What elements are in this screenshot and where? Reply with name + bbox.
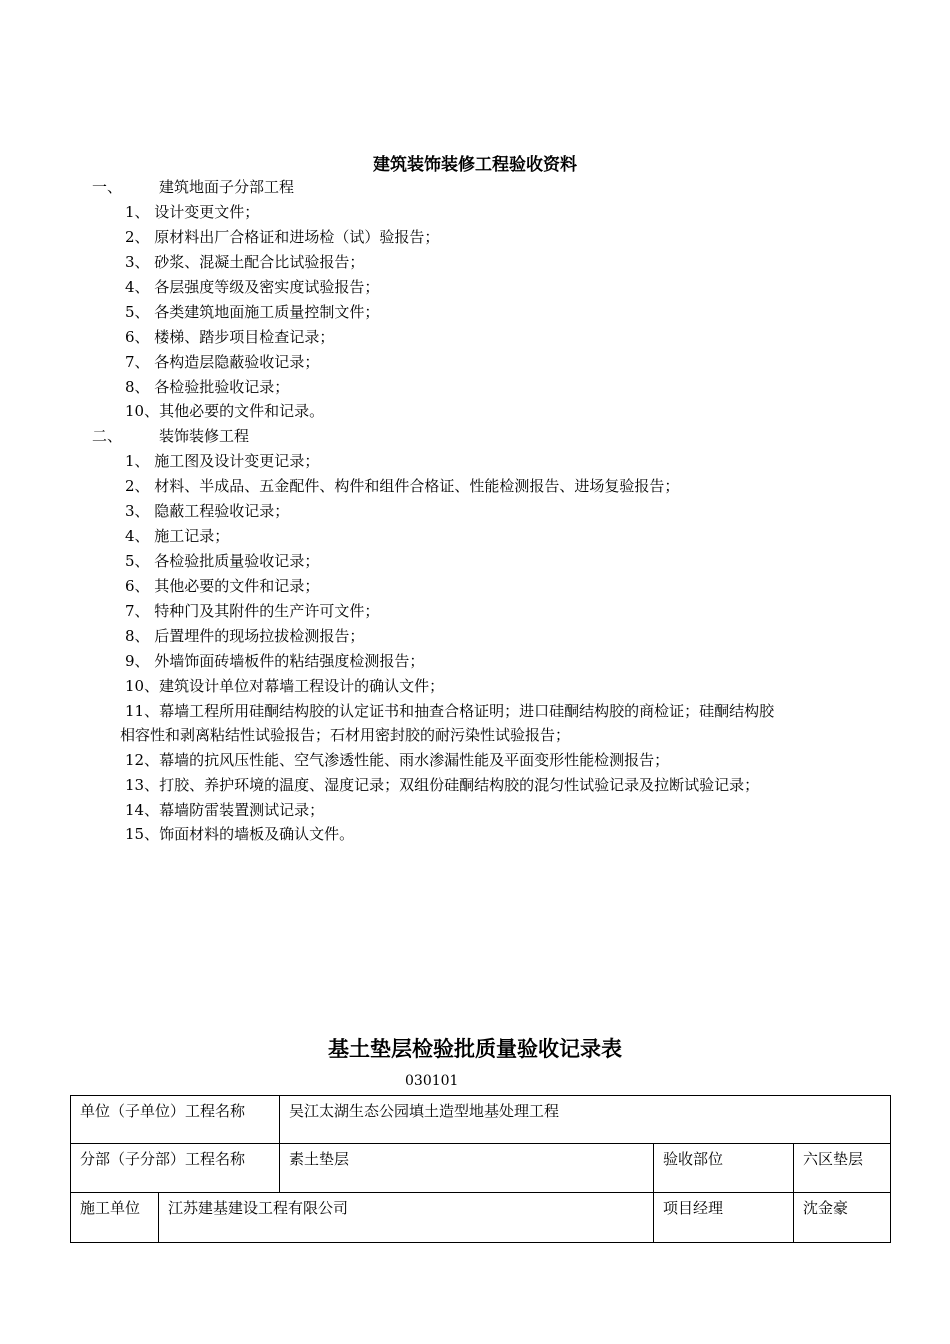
list-item: 1、 施工图及设计变更记录； <box>125 452 320 470</box>
inspection-part-value: 六区垫层 <box>794 1144 891 1193</box>
list-item: 4、 施工记录； <box>125 527 230 545</box>
list-item: 12、幕墙的抗风压性能、空气渗透性能、雨水渗漏性能及平面变形性能检测报告； <box>125 751 670 769</box>
list-item: 14、幕墙防雷装置测试记录； <box>125 801 325 819</box>
form-code: 030101 <box>405 1073 459 1089</box>
list-item: 11、幕墙工程所用硅酮结构胶的认定证书和抽查合格证明；进口硅酮结构胶的商检证；硅酮结构胶 <box>125 702 775 720</box>
table-row <box>71 1144 891 1193</box>
list-item: 2、 原材料出厂合格证和进场检（试）验报告； <box>125 228 440 246</box>
section-number: 二、 <box>92 427 123 445</box>
list-item: 10、其他必要的文件和记录。 <box>125 402 325 420</box>
list-item: 8、 各检验批验收记录； <box>125 378 290 396</box>
section-title: 建筑地面子分部工程 <box>159 178 295 196</box>
list-item: 15、饰面材料的墙板及确认文件。 <box>125 825 355 843</box>
section-heading <box>92 424 249 448</box>
inspection-part-label: 验收部位 <box>654 1144 794 1193</box>
list-item: 8、 后置埋件的现场拉拔检测报告； <box>125 627 365 645</box>
project-manager-value: 沈金豪 <box>794 1193 891 1243</box>
list-item: 4、 各层强度等级及密实度试验报告； <box>125 278 380 296</box>
subproject-name-value: 素土垫层 <box>280 1144 654 1193</box>
inspection-record-table <box>70 1095 891 1243</box>
form-title: 基土垫层检验批质量验收记录表 <box>328 1037 622 1061</box>
list-item: 3、 砂浆、混凝土配合比试验报告； <box>125 253 365 271</box>
subproject-name-label: 分部（子分部）工程名称 <box>71 1144 280 1193</box>
list-item: 7、 特种门及其附件的生产许可文件； <box>125 602 380 620</box>
project-manager-label: 项目经理 <box>654 1193 794 1243</box>
table-row <box>71 1096 891 1144</box>
list-item: 3、 隐蔽工程验收记录； <box>125 502 290 520</box>
contractor-value: 江苏建基建设工程有限公司 <box>159 1193 654 1243</box>
list-item: 5、 各类建筑地面施工质量控制文件； <box>125 303 380 321</box>
list-item: 7、 各构造层隐蔽验收记录； <box>125 353 320 371</box>
project-name-label: 单位（子单位）工程名称 <box>71 1096 280 1144</box>
list-item: 1、 设计变更文件； <box>125 203 260 221</box>
section-heading <box>92 175 294 199</box>
list-item: 6、 其他必要的文件和记录； <box>125 577 320 595</box>
document-title: 建筑装饰装修工程验收资料 <box>373 155 577 175</box>
list-item: 10、建筑设计单位对幕墙工程设计的确认文件； <box>125 677 445 695</box>
list-item: 13、打胶、养护环境的温度、湿度记录；双组份硅酮结构胶的混匀性试验记录及拉断试验记录； <box>125 776 760 794</box>
list-item: 5、 各检验批质量验收记录； <box>125 552 320 570</box>
section-title: 装饰装修工程 <box>159 427 250 445</box>
project-name-value: 吴江太湖生态公园填土造型地基处理工程 <box>280 1096 891 1144</box>
list-item-continuation: 相容性和剥离粘结性试验报告；石材用密封胶的耐污染性试验报告； <box>120 726 571 744</box>
contractor-label: 施工单位 <box>71 1193 159 1243</box>
list-item: 9、 外墙饰面砖墙板件的粘结强度检测报告； <box>125 652 425 670</box>
list-item: 6、 楼梯、踏步项目检查记录； <box>125 328 335 346</box>
list-item: 2、 材料、半成品、五金配件、构件和组件合格证、性能检测报告、进场复验报告； <box>125 477 680 495</box>
table-row <box>71 1193 891 1243</box>
section-number: 一、 <box>92 178 123 196</box>
